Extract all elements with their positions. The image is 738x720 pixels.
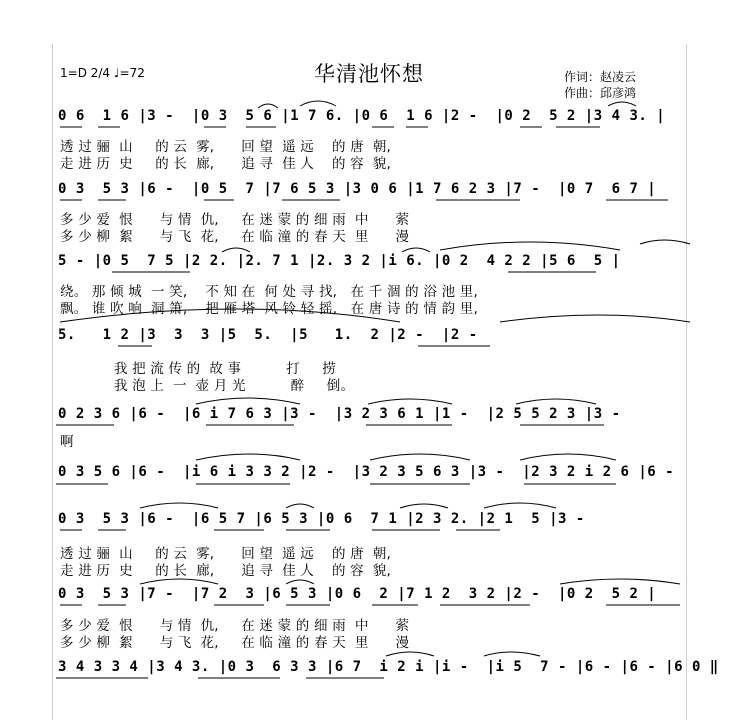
- song-title: 华清池怀想: [314, 62, 424, 86]
- slur-mark: [516, 399, 596, 404]
- composer-credit: 作曲：邱彦鸿: [564, 86, 637, 100]
- notation-line-7: 0 3 5 3 |6 - |6 5 7 |6 5 3 |0 6 7 1 |2 3 2. |2 1 5 |3 -: [58, 511, 594, 527]
- lyric-line-1b: 走 进 历 史 的 长 廊, 追 寻 佳 人 的 容 貌,: [60, 156, 392, 172]
- lyric-line-2b: 多 少 柳 絮 与 飞 花, 在 临 潼 的 春 天 里 漫: [60, 229, 410, 245]
- lyric-line-3a: 绕。 那 倾 城 一 笑, 不 知 在 何 处 寻 找, 在 千 涸 的 浴 池 里,: [60, 284, 478, 300]
- slur-mark: [484, 652, 540, 656]
- slur-mark: [300, 101, 336, 106]
- slur-mark: [560, 579, 680, 584]
- lyricist-credit: 作词：赵凌云: [564, 70, 637, 84]
- slur-mark: [368, 399, 452, 404]
- lyric-line-7b: 走 进 历 史 的 长 廊, 追 寻 佳 人 的 容 貌,: [60, 563, 392, 579]
- lyric-line-4a: 我 把 流 传 的 故 事 打 捞: [60, 361, 337, 377]
- slur-mark: [402, 248, 430, 252]
- slur-mark: [608, 102, 636, 106]
- lyric-line-8b: 多 少 柳 絮 与 飞 花, 在 临 潼 的 春 天 里 漫: [60, 635, 410, 651]
- slur-mark: [400, 504, 448, 508]
- slur-mark: [640, 240, 690, 244]
- slur-mark: [140, 503, 218, 508]
- notation-line-4: 5. 1 2 |3 3 3 |5 5. |5 1. 2 |2 - |2 -: [58, 327, 487, 343]
- lyric-line-2a: 多 少 爱 恨 与 情 仇, 在 迷 蒙 的 细 雨 中 萦: [60, 212, 410, 228]
- notation-line-3: 5 - |0 5 7 5 |2 2. |2. 7 1 |2. 3 2 |i 6. |0 2 4 2 2 |5 6 5 |: [58, 253, 621, 269]
- slur-mark: [520, 454, 616, 460]
- page-border-right: [686, 44, 687, 720]
- lyric-line-3b: 飘。 谁 吹 响 洞 箫, 把 雁 塔 风 铃 轻 摇, 在 唐 诗 的 情 韵 里,: [60, 301, 478, 317]
- notation-line-5: 0 2 3 6 |6 - |6 i 7 6 3 |3 - |3 2 3 6 1 |1 - |2 5 5 2 3 |3 -: [58, 406, 630, 422]
- slur-mark: [196, 454, 300, 460]
- slur-mark: [370, 454, 470, 460]
- lyric-line-4b: 我 泡 上 一 壶 月 光 醉 倒。: [60, 378, 355, 394]
- lyric-line-5a: 啊: [60, 434, 74, 450]
- notation-line-8: 0 3 5 3 |7 - |7 2 3 |6 5 3 |0 6 2 |7 1 2 3 2 |2 - |0 2 5 2 |: [58, 586, 657, 602]
- slur-mark: [386, 652, 434, 656]
- slur-mark: [222, 248, 250, 252]
- slur-mark: [196, 398, 300, 404]
- slur-mark: [140, 579, 218, 584]
- key-signature: 1=D 2/4 ♩=72: [60, 66, 145, 80]
- slur-mark: [484, 503, 556, 508]
- lyric-line-8a: 多 少 爱 恨 与 情 仇, 在 迷 蒙 的 细 雨 中 萦: [60, 618, 410, 634]
- slur-mark: [500, 315, 690, 322]
- lyric-line-7a: 透 过 骊 山 的 云 雾, 回 望 遥 远 的 唐 朝,: [60, 546, 392, 562]
- notation-line-6: 0 3 5 6 |6 - |i 6 i 3 3 2 |2 - |3 2 3 5 6 3 |3 - |2 3 2 i 2 6 |6 -: [58, 464, 684, 480]
- page-border-left: [52, 44, 53, 720]
- slur-mark: [286, 504, 314, 508]
- lyric-line-1a: 透 过 骊 山 的 云 雾, 回 望 遥 远 的 唐 朝,: [60, 139, 392, 155]
- slur-mark: [440, 242, 620, 250]
- notation-line-1: 0 6 1 6 |3 - |0 3 5 6 |1 7 6. |0 6 1 6 |2 - |0 2 5 2 |3 4 3. |: [58, 108, 666, 124]
- slur-mark: [286, 580, 314, 584]
- notation-line-2: 0 3 5 3 |6 - |0 5 7 |7 6 5 3 |3 0 6 |1 7 6 2 3 |7 - |0 7 6 7 |: [58, 181, 657, 197]
- notation-line-9: 3 4 3 3 4 |3 4 3. |0 3 6 3 3 |6 7 i 2 i |i - |i 5 7 - |6 - |6 - |6 0 ‖: [58, 659, 719, 675]
